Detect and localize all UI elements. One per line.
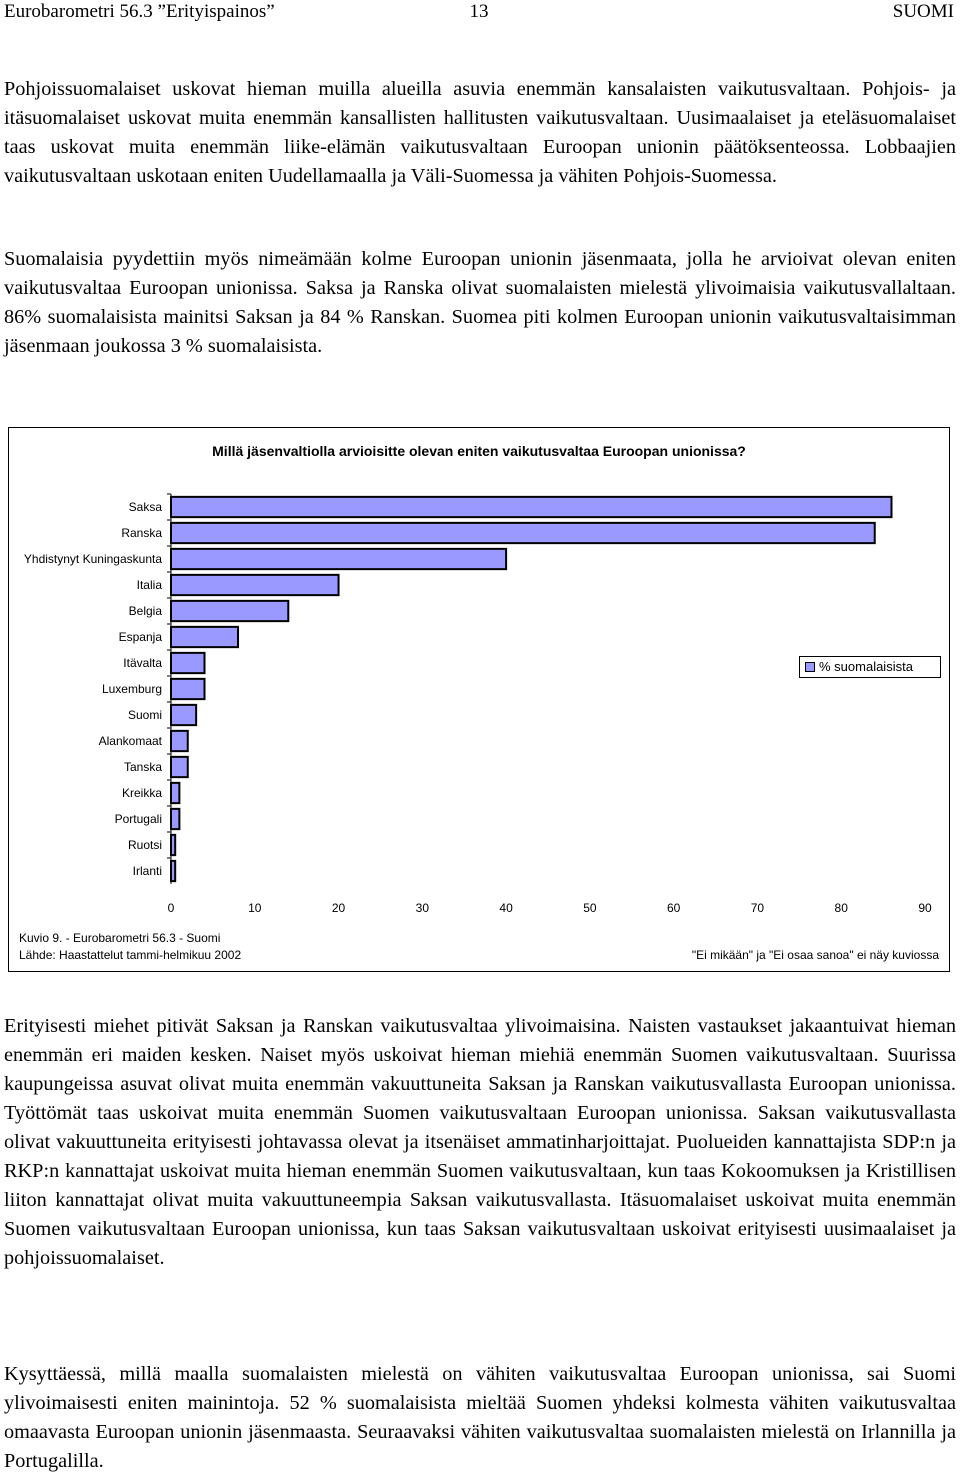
category-label: Ranska [121,526,162,540]
category-label: Suomi [127,708,162,722]
header-publication: Eurobarometri 56.3 ”Erityispainos” [4,1,275,22]
x-tick-label: 30 [415,901,430,915]
chart-legend [799,656,941,678]
x-tick-label: 90 [918,901,932,915]
header-page-number: 13 [469,1,489,22]
chart-figure [8,427,950,972]
bar [171,601,288,621]
x-tick-label: 50 [583,901,597,915]
category-label: Espanja [118,630,162,644]
category-label: Kreikka [121,786,162,800]
paragraph-regional-influence: Pohjoissuomalaiset uskovat hieman muilla alueilla asuvia enemmän kansalaisten vaikutusvaltaan. Pohjois- ja itäsuomalaiset uskovat muita enemmän kansallisten hallitusten vaikutusvaltaan. Uusimaalaiset ja eteläsuomalaiset taas uskovat muita enemmän liike-elämän vaikutusvaltaan Euroopan unionin päätöksenteossa. Lobbaajien vaikutusvaltaan uskotaan eniten Uudellamaalla ja Väli-Suomessa ja vähiten Pohjois-Suomessa. [4,78,956,187]
bar [171,705,196,725]
bar [171,497,891,517]
chart-title: Millä jäsenvaltiolla arvioisitte olevan eniten vaikutusvaltaa Euroopan unionissa? [212,443,746,459]
category-label: Ruotsi [127,838,162,852]
bar [171,653,205,673]
bar [171,861,175,881]
source-caption: Lähde: Haastattelut tammi-helmikuu 2002 [19,948,242,962]
bar [171,731,188,751]
x-tick-label: 10 [248,901,262,915]
category-label: Luxemburg [101,682,162,696]
paragraph-least-influence: Kysyttäessä, millä maalla suomalaisten mielestä on vähiten vaikutusvaltaa Euroopan unionissa, sai Suomi ylivoimaisesti eniten mainintoja. 52 % suomalaisista mieltää Suomen yhdeksi kolmesta vähiten vaikutusvaltaa omaavasta Euroopan unionin jäsenmaasta. Seuraavaksi vähiten vaikutusvaltaa suomalaisten mielestä on Irlannilla ja Portugalilla. [4,1363,956,1472]
legend-label: % suomalaisista [819,659,913,674]
x-tick-label: 80 [834,901,848,915]
category-label: Alankomaat [98,734,162,748]
paragraph-demographics: Erityisesti miehet pitivät Saksan ja Ranskan vaikutusvaltaa ylivoimaisina. Naisten vastaukset jakaantuivat hieman enemmän eri maiden kesken. Naiset myös uskoivat hieman miehiä enemmän Suomen vaikutusvaltaan. Suurissa kaupungeissa asuvat olivat muita enemmän vakuuttuneita Saksan ja Ranskan vaikutusvallasta Euroopan unionissa. Työttömät taas uskoivat muita enemmän Suomen vaikutusvaltaan Euroopan unionissa. Saksan vaikutusvallasta olivat vakuuttuneita erityisesti johtavassa olevat ja itsenäiset ammatinharjoittajat. Puolueiden kannattajista SDP:n ja RKP:n kannattajat uskoivat muita hieman enemmän Suomen vaikutusvaltaan, kun taas Kokoomuksen ja Kristillisen liiton kannattajat olivat muita vakuuttuneempia Saksan vaikutusvallasta. Itäsuomalaiset uskoivat muita enemmän Suomen vaikutusvaltaan Euroopan unionissa, kun taas Saksan vaikutusvaltaan uskoivat erityisesti uusimaalaiset ja pohjoissuomalaiset. [4,1015,956,1269]
category-label: Itävalta [123,656,162,670]
bar-chart [9,428,949,971]
figure-caption: Kuvio 9. - Eurobarometri 56.3 - Suomi [19,931,221,945]
paragraph-member-states: Suomalaisia pyydettiin myös nimeämään kolme Euroopan unionin jäsenmaata, jolla he arvioivat olevan eniten vaikutusvaltaa Euroopan unionissa. Saksa ja Ranska olivat suomalaisten mielestä ylivoimaisia vaikutusvallaltaan. 86% suomalaisista mainitsi Saksan ja 84 % Ranskan. Suomea piti kolmen Euroopan unionin vaikutusvaltaisimman jäsenmaan joukossa 3 % suomalaisista. [4,248,956,357]
bar [171,679,205,699]
x-tick-label: 60 [666,901,681,915]
legend-swatch [805,662,815,672]
bar [171,835,175,855]
bar [171,783,179,803]
x-tick-label: 0 [167,901,175,915]
category-label: Belgia [128,604,162,618]
x-tick-label: 40 [499,901,513,915]
bar [171,523,875,543]
category-label: Italia [136,578,162,592]
bar [171,575,339,595]
note-caption: "Ei mikään" ja "Ei osaa sanoa" ei näy kuviossa [691,948,939,962]
bar [171,809,179,829]
page-header [4,0,954,24]
bar [171,757,188,777]
x-tick-label: 20 [331,901,346,915]
header-country: SUOMI [892,1,954,22]
bar [171,549,506,569]
category-label: Portugali [114,812,162,826]
category-label: Irlanti [132,864,162,878]
x-tick-label: 70 [750,901,765,915]
bar [171,627,238,647]
category-label: Tanska [123,760,162,774]
category-label: Saksa [128,500,162,514]
category-label: Yhdistynyt Kuningaskunta [23,552,162,566]
